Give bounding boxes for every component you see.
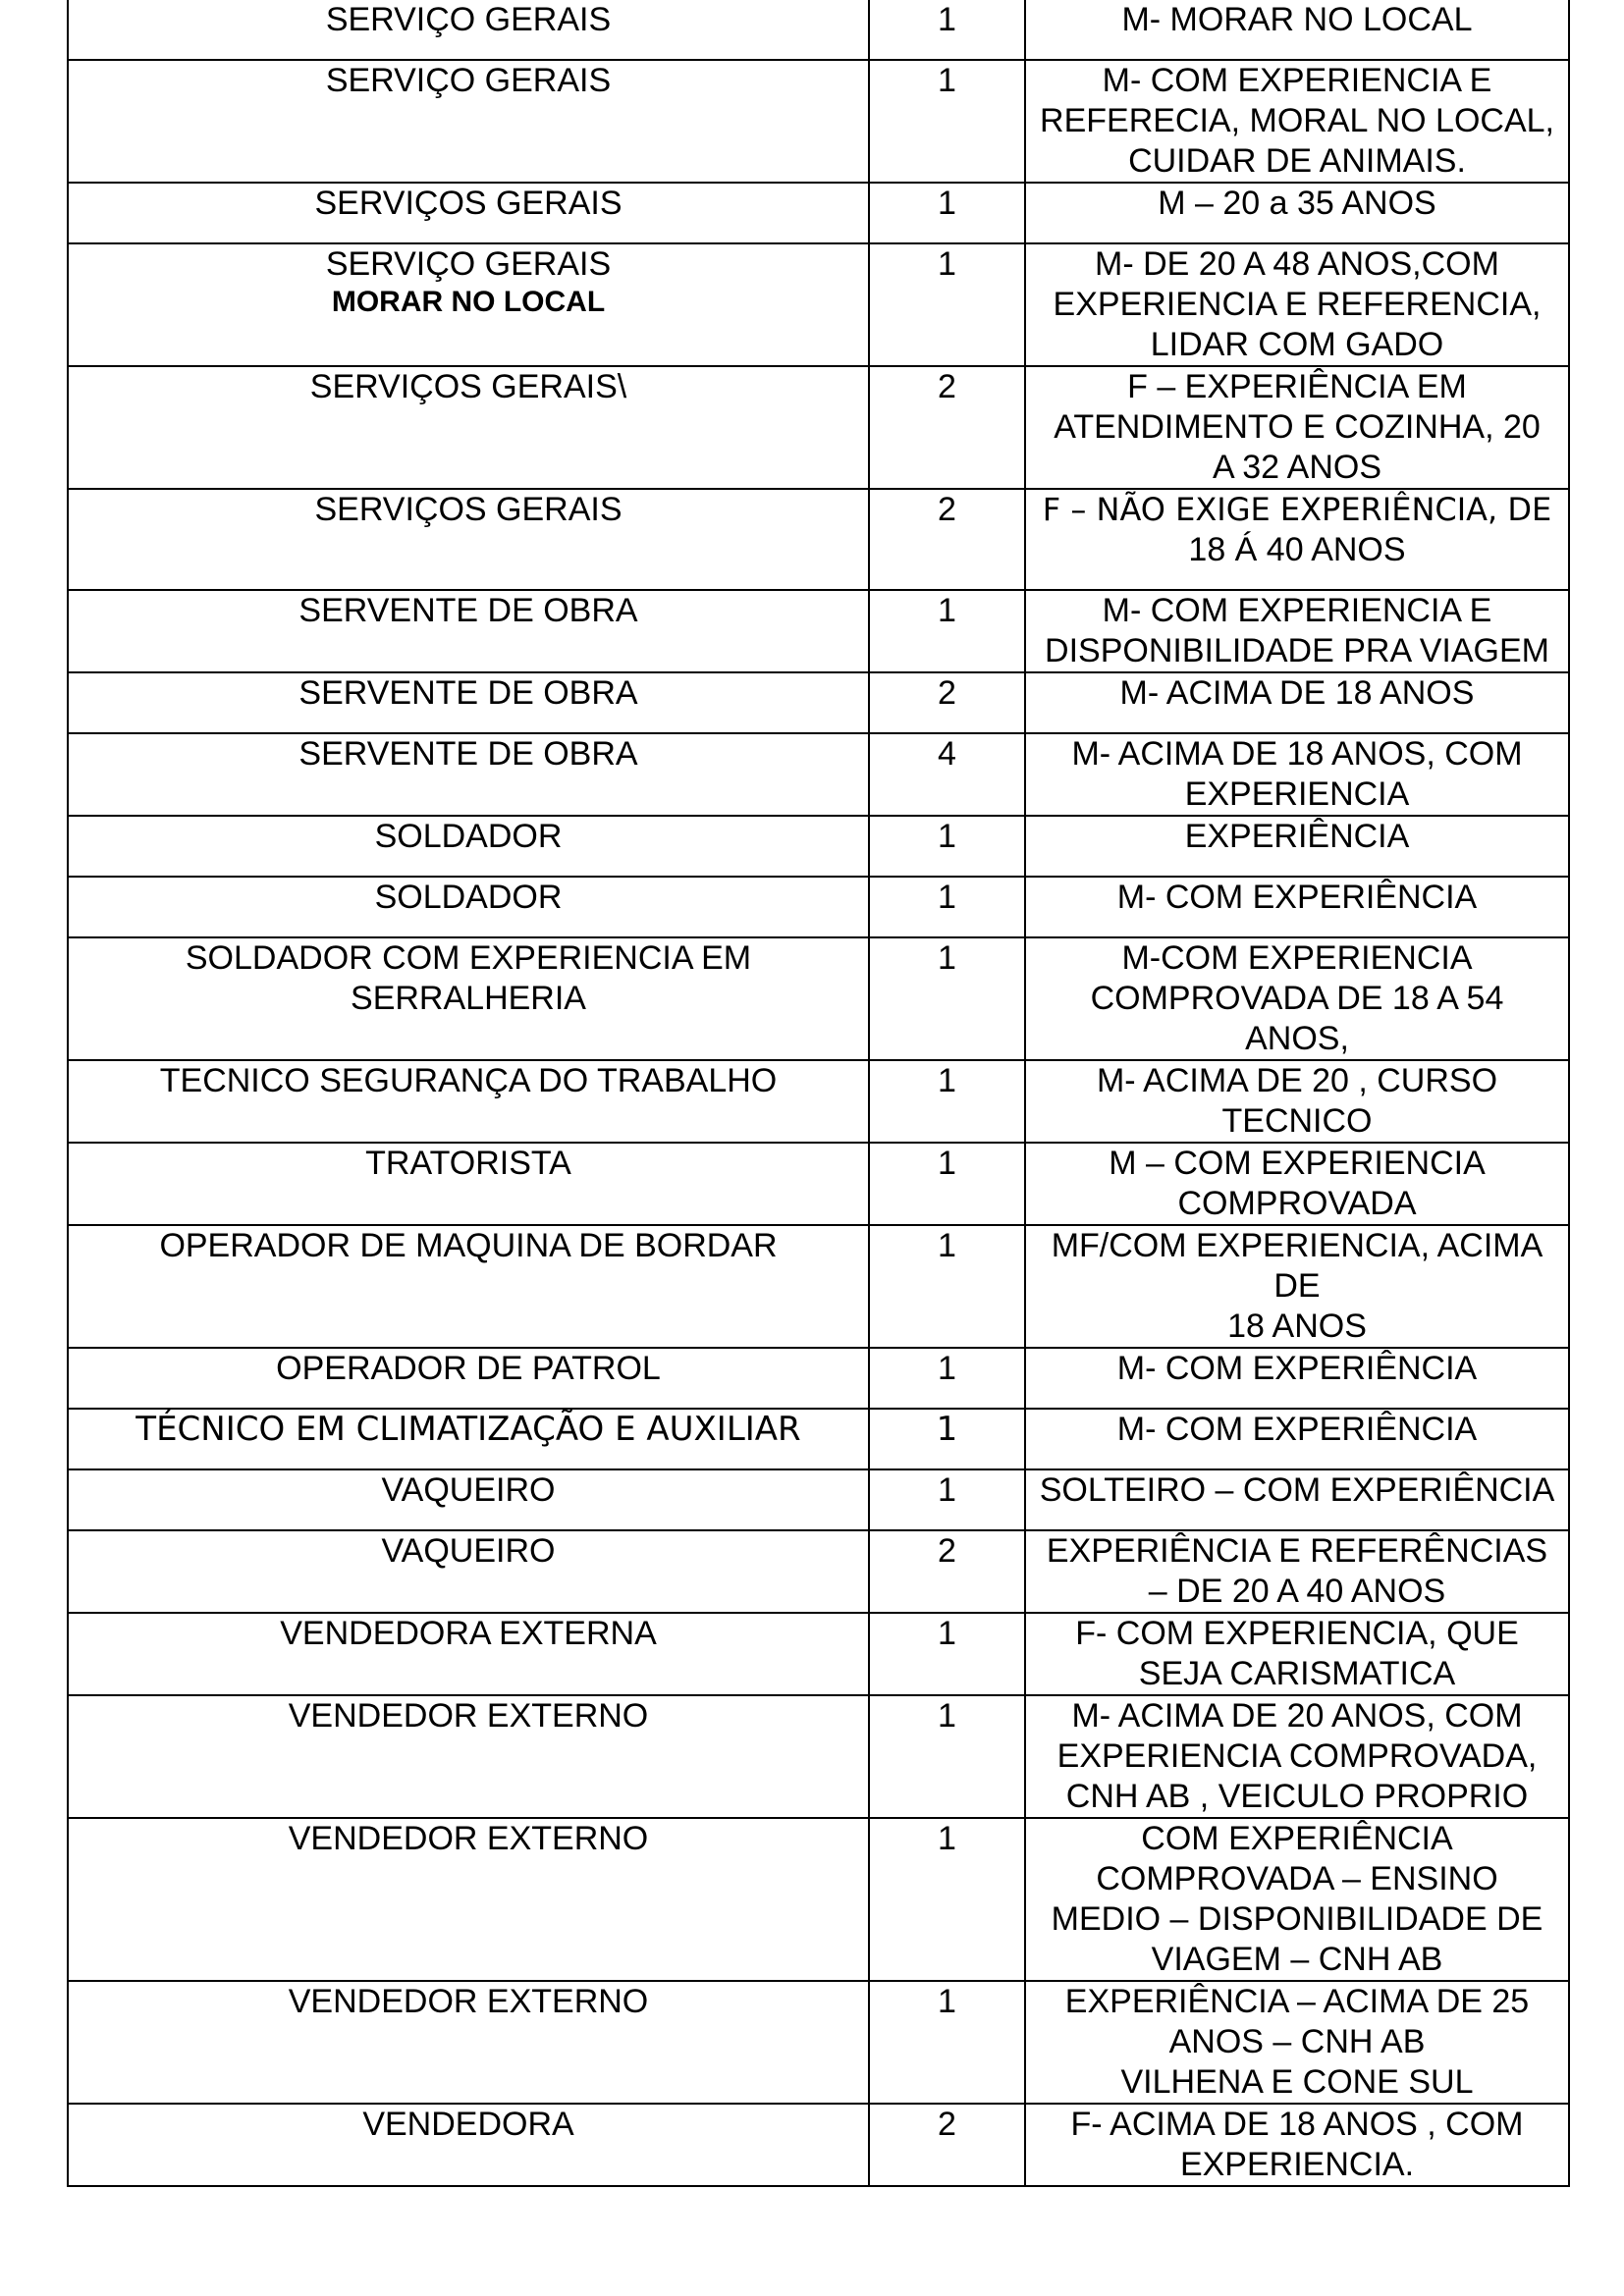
job-title-text: OPERADOR DE PATROL [276,1350,661,1387]
requirements-text: M- COM EXPERIÊNCIA [1116,879,1478,916]
requirements-text: EXPERIENCIA E REFERENCIA, [1053,286,1542,323]
requirements-text: F- COM EXPERIENCIA, QUE [1075,1615,1519,1652]
table-row [68,489,1569,590]
requirements-text: 18 ANOS [1227,1308,1367,1345]
table-row [68,2104,1569,2186]
vacancy-count: 1 [938,939,956,977]
requirements-text: VILHENA E CONE SUL [1120,2063,1474,2101]
vacancy-count-cell [869,1981,1025,2104]
vacancy-count: 1 [938,185,956,222]
job-title-cell [68,1818,869,1981]
requirements-cell [1025,816,1569,877]
vacancy-count: 1 [938,62,956,99]
requirements-text: SEJA CARISMATICA [1138,1655,1456,1692]
requirements-text: CUIDAR DE ANIMAIS. [1128,142,1466,180]
job-title-text: TRATORISTA [365,1145,571,1182]
requirements-text: ANOS – CNH AB [1168,2023,1426,2060]
table-row [68,1981,1569,2104]
job-title-text: VAQUEIRO [381,1471,556,1509]
vacancy-count: 1 [936,1410,958,1449]
vacancy-count-cell [869,590,1025,672]
table-row [68,1143,1569,1225]
job-title-cell [68,816,869,877]
requirements-text: – DE 20 A 40 ANOS [1148,1573,1446,1610]
requirements-cell [1025,1409,1569,1469]
job-title-text: VENDEDORA [362,2106,574,2143]
vacancy-count-cell [869,2104,1025,2186]
table-row [68,1695,1569,1818]
vacancy-count: 1 [938,1350,956,1387]
requirements-cell [1025,489,1569,590]
requirements-cell [1025,0,1569,60]
job-title-text: VENDEDOR EXTERNO [288,1697,649,1735]
table-row [68,1409,1569,1469]
requirements-text: F- ACIMA DE 18 ANOS , COM [1070,2106,1524,2143]
requirements-text: MF/COM EXPERIENCIA, ACIMA DE [1051,1227,1543,1305]
requirements-text: F – EXPERIÊNCIA EM [1127,368,1467,405]
vacancy-count: 1 [938,1615,956,1652]
table-row [68,877,1569,937]
vacancy-count-cell [869,1060,1025,1143]
requirements-text: COMPROVADA – ENSINO [1096,1860,1498,1897]
vacancy-count-cell [869,733,1025,816]
job-title-cell [68,877,869,937]
vacancy-count: 2 [938,368,956,405]
requirements-cell [1025,243,1569,366]
job-title-cell [68,1225,869,1348]
job-title-note: MORAR NO LOCAL [331,286,606,318]
vacancy-count: 2 [938,1532,956,1570]
vacancy-count-cell [869,1348,1025,1409]
requirements-cell [1025,672,1569,733]
requirements-text: COMPROVADA [1177,1185,1417,1222]
requirements-cell [1025,1225,1569,1348]
requirements-cell [1025,2104,1569,2186]
job-title-cell [68,2104,869,2186]
job-title-text: TECNICO SEGURANÇA DO TRABALHO [159,1062,778,1099]
requirements-text: ATENDIMENTO E COZINHA, 20 [1054,408,1541,446]
table-row [68,733,1569,816]
job-title-text: SERVIÇOS GERAIS [314,491,623,528]
requirements-text: COM EXPERIÊNCIA [1141,1820,1453,1857]
job-title-text: OPERADOR DE MAQUINA DE BORDAR [159,1227,778,1264]
table-row [68,1613,1569,1695]
requirements-cell [1025,733,1569,816]
requirements-text: 18 Á 40 ANOS [1188,531,1406,568]
table-row [68,1225,1569,1348]
table-row [68,1818,1569,1981]
vacancy-count-cell [869,877,1025,937]
requirements-text: LIDAR COM GADO [1150,326,1444,363]
requirements-cell [1025,366,1569,489]
job-title-text: SERVENTE DE OBRA [298,592,638,629]
table-row [68,816,1569,877]
requirements-text: M-COM EXPERIENCIA [1121,939,1473,977]
table-row [68,1530,1569,1613]
requirements-cell [1025,937,1569,1060]
requirements-cell [1025,60,1569,183]
vacancy-count-cell [869,1143,1025,1225]
vacancy-count-cell [869,816,1025,877]
requirements-text: CNH AB , VEICULO PROPRIO [1065,1778,1529,1815]
requirements-cell [1025,1060,1569,1143]
requirements-text: M – COM EXPERIENCIA [1109,1145,1486,1182]
table-row [68,590,1569,672]
requirements-text: M – 20 a 35 ANOS [1158,185,1436,222]
vacancy-count-cell [869,672,1025,733]
requirements-text: M- ACIMA DE 18 ANOS, COM [1071,735,1523,773]
requirements-cell [1025,590,1569,672]
requirements-cell [1025,1981,1569,2104]
vacancy-count-cell [869,1695,1025,1818]
job-title-cell [68,1409,869,1469]
requirements-cell [1025,1818,1569,1981]
requirements-text: M- ACIMA DE 18 ANOS [1119,674,1475,712]
requirements-text: M- ACIMA DE 20 , CURSO [1096,1062,1498,1099]
job-title-text: SERVIÇO GERAIS [325,245,612,283]
job-title-text: TÉCNICO EM CLIMATIZAÇÃO E AUXILIAR [135,1410,801,1449]
job-title-cell [68,733,869,816]
vacancy-count-cell [869,1225,1025,1348]
job-title-text: SOLDADOR [374,879,563,916]
table-row [68,60,1569,183]
requirements-text: REFERECIA, MORAL NO LOCAL, [1040,102,1554,139]
vacancy-count: 1 [938,1471,956,1509]
requirements-text: TECNICO [1221,1102,1373,1140]
job-title-text: SERRALHERIA [351,980,586,1017]
job-title-cell [68,60,869,183]
job-title-cell [68,937,869,1060]
vacancy-count: 2 [938,2106,956,2143]
requirements-text: EXPERIÊNCIA E REFERÊNCIAS [1046,1532,1548,1570]
table-row [68,243,1569,366]
vacancy-count: 1 [938,879,956,916]
requirements-cell [1025,1469,1569,1530]
requirements-cell [1025,1348,1569,1409]
job-title-cell [68,1060,869,1143]
job-title-text: SERVIÇOS GERAIS\ [309,368,627,405]
vacancy-count-cell [869,183,1025,243]
vacancy-count: 2 [938,674,956,712]
table-row [68,1469,1569,1530]
job-title-cell [68,1695,869,1818]
vacancy-count-cell [869,1409,1025,1469]
job-title-cell [68,672,869,733]
vacancy-count: 1 [938,1983,956,2020]
vacancy-count: 1 [938,1820,956,1857]
job-title-text: VENDEDOR EXTERNO [288,1820,649,1857]
requirements-text: SOLTEIRO – COM EXPERIÊNCIA [1039,1471,1555,1509]
requirements-text: M- COM EXPERIENCIA E [1102,592,1492,629]
requirements-cell [1025,1530,1569,1613]
vacancy-count: 1 [938,1697,956,1735]
table-row [68,0,1569,60]
job-title-cell [68,366,869,489]
requirements-cell [1025,183,1569,243]
vacancy-count-cell [869,1818,1025,1981]
table-row [68,672,1569,733]
vacancy-count-cell [869,489,1025,590]
requirements-text: M- COM EXPERIÊNCIA [1116,1350,1478,1387]
vacancy-count: 1 [938,1062,956,1099]
job-title-cell [68,1981,869,2104]
requirements-text: EXPERIENCIA [1184,775,1410,813]
vacancy-count: 2 [938,491,956,528]
job-vacancies-table [67,0,1570,2187]
job-title-cell [68,1613,869,1695]
job-title-cell [68,489,869,590]
table-row [68,183,1569,243]
vacancy-count: 1 [938,818,956,855]
requirements-cell [1025,877,1569,937]
table-row [68,1060,1569,1143]
job-title-text: VENDEDOR EXTERNO [288,1983,649,2020]
vacancy-count-cell [869,937,1025,1060]
requirements-text: MEDIO – DISPONIBILIDADE DE [1051,1900,1543,1938]
requirements-text: EXPERIÊNCIA [1184,818,1410,855]
vacancy-count: 4 [938,735,956,773]
table-row [68,937,1569,1060]
table-body [68,0,1569,2186]
job-title-text: SERVENTE DE OBRA [298,674,638,712]
requirements-text: M- MORAR NO LOCAL [1121,1,1473,38]
job-title-text: SOLDADOR [374,818,563,855]
job-title-text: VAQUEIRO [381,1532,556,1570]
vacancy-count-cell [869,60,1025,183]
job-title-cell [68,590,869,672]
requirements-cell [1025,1695,1569,1818]
requirements-text: VIAGEM – CNH AB [1151,1941,1443,1978]
requirements-cell [1025,1613,1569,1695]
job-title-text: SERVIÇO GERAIS [325,62,612,99]
vacancy-count: 1 [938,1227,956,1264]
job-title-text: VENDEDORA EXTERNA [280,1615,657,1652]
job-title-cell [68,183,869,243]
requirements-text: M- ACIMA DE 20 ANOS, COM [1071,1697,1523,1735]
job-title-cell [68,1348,869,1409]
vacancy-count: 1 [938,1145,956,1182]
requirements-text: EXPERIENCIA. [1179,2146,1415,2183]
job-title-cell [68,1530,869,1613]
job-title-cell [68,0,869,60]
requirements-text: EXPERIÊNCIA – ACIMA DE 25 [1064,1983,1530,2020]
requirements-text: F – NÃO EXIGE EXPERIÊNCIA, DE [1042,491,1552,528]
job-title-text: SERVENTE DE OBRA [298,735,638,773]
vacancy-count: 1 [938,245,956,283]
vacancy-count-cell [869,0,1025,60]
vacancy-count-cell [869,243,1025,366]
requirements-text: M- COM EXPERIENCIA E [1102,62,1492,99]
requirements-text: EXPERIENCIA COMPROVADA, [1056,1737,1538,1775]
vacancy-count-cell [869,1613,1025,1695]
vacancy-count-cell [869,366,1025,489]
requirements-text: ANOS, [1245,1020,1349,1057]
job-title-text: SERVIÇO GERAIS [325,1,612,38]
job-title-cell [68,1469,869,1530]
requirements-text: M- DE 20 A 48 ANOS,COM [1095,245,1499,283]
job-title-text: SOLDADOR COM EXPERIENCIA EM [185,939,752,977]
vacancy-count-cell [869,1469,1025,1530]
vacancy-count: 1 [938,1,956,38]
requirements-text: COMPROVADA DE 18 A 54 [1090,980,1504,1017]
vacancy-count-cell [869,1530,1025,1613]
requirements-text: M- COM EXPERIÊNCIA [1116,1411,1478,1448]
job-title-cell [68,243,869,366]
job-title-text: SERVIÇOS GERAIS [314,185,623,222]
table-row [68,1348,1569,1409]
requirements-cell [1025,1143,1569,1225]
requirements-text: DISPONIBILIDADE PRA VIAGEM [1045,632,1549,669]
vacancy-count: 1 [938,592,956,629]
job-title-cell [68,1143,869,1225]
table-row [68,366,1569,489]
requirements-text: A 32 ANOS [1213,449,1381,486]
